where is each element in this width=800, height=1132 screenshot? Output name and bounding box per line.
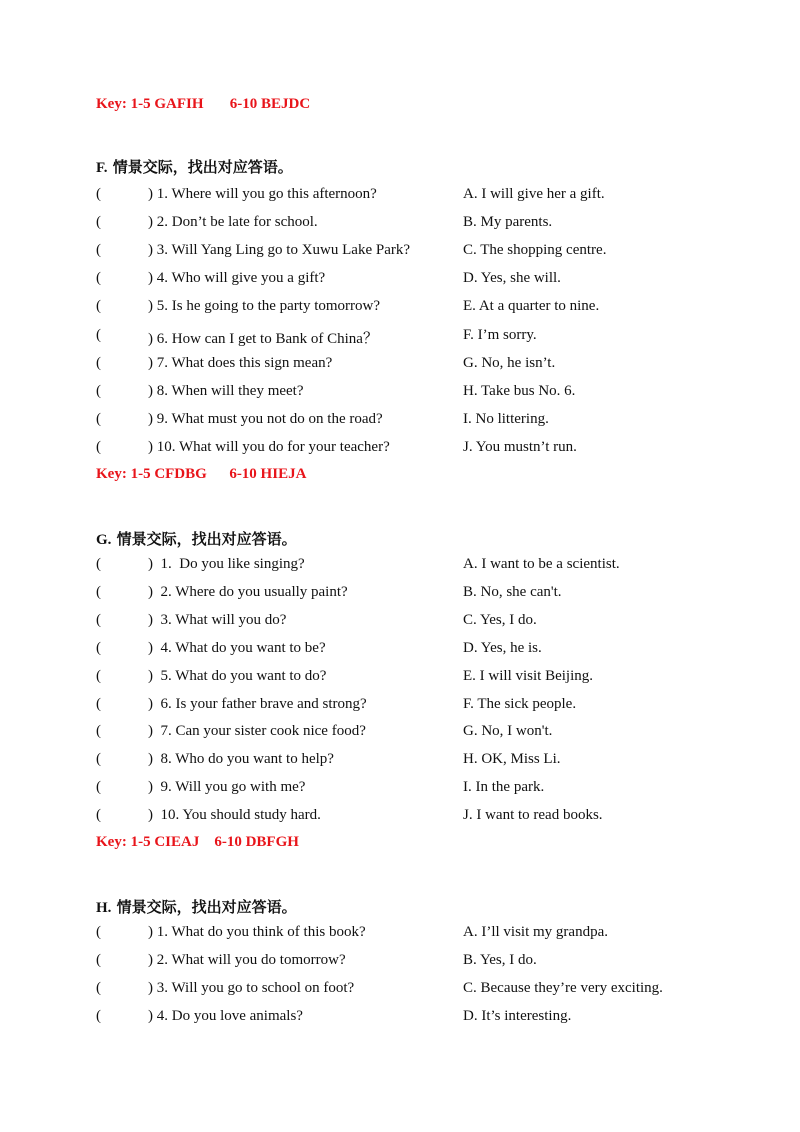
answer-blank[interactable]: ( <box>96 723 101 740</box>
question-text: ) 10. What will you do for your teacher? <box>148 438 390 455</box>
answer-blank[interactable]: ( <box>96 186 101 202</box>
question-row <box>96 980 736 1002</box>
answer-blank[interactable]: ( <box>96 270 101 287</box>
answer-blank[interactable]: ( <box>96 611 101 628</box>
answer-option: C. Because they’re very exciting. <box>463 980 663 996</box>
question-text: ) 8. Who do you want to help? <box>148 751 334 768</box>
question-row <box>96 751 736 773</box>
question-row <box>96 779 736 801</box>
answer-option: D. Yes, she will. <box>463 270 561 287</box>
section-heading <box>96 156 293 177</box>
answer-blank[interactable]: ( <box>96 438 101 455</box>
answer-key: Key: 1-5 CIEAJ 6-10 DBFGH <box>96 834 299 850</box>
question-text: ) 3. What will you do? <box>148 611 287 628</box>
question-row <box>96 383 736 405</box>
answer-option: G. No, he isn’t. <box>463 354 556 371</box>
question-text: ) 3. Will you go to school on foot? <box>148 980 355 996</box>
answer-blank[interactable]: ( <box>96 214 101 231</box>
question-row <box>96 952 736 974</box>
answer-option: H. Take bus No. 6. <box>463 382 576 399</box>
section-instruction: 情景交际，找出对应答语。 <box>107 158 293 176</box>
answer-blank[interactable]: ( <box>96 242 101 259</box>
question-text: ) 4. Who will give you a gift? <box>148 270 326 287</box>
question-text: ) 7. Can your sister cook nice food? <box>148 723 366 740</box>
answer-blank[interactable]: ( <box>96 695 101 712</box>
question-row <box>96 924 736 946</box>
question-row <box>96 668 736 690</box>
question-row <box>96 696 736 718</box>
section-letter: H. <box>96 900 112 916</box>
question-row <box>96 1008 736 1030</box>
answer-option: F. I’m sorry. <box>463 326 537 343</box>
answer-option: A. I’ll visit my grandpa. <box>463 924 608 940</box>
section-heading <box>96 528 297 549</box>
answer-blank[interactable]: ( <box>96 952 101 968</box>
answer-key: Key: 1-5 CFDBG 6-10 HIEJA <box>96 466 307 482</box>
question-row <box>96 640 736 662</box>
answer-option: A. I will give her a gift. <box>463 186 605 202</box>
answer-blank[interactable]: ( <box>96 410 101 427</box>
section-instruction: 情景交际，找出对应答语。 <box>111 898 297 916</box>
question-text: ) 3. Will Yang Ling go to Xuwu Lake Park? <box>148 242 411 259</box>
question-row <box>96 355 736 377</box>
question-row <box>96 556 736 578</box>
answer-option: D. It’s interesting. <box>463 1008 572 1024</box>
answer-blank[interactable]: ( <box>96 779 101 796</box>
answer-blank[interactable]: ( <box>96 639 101 656</box>
question-row <box>96 439 736 461</box>
answer-blank[interactable]: ( <box>96 326 101 343</box>
answer-option: C. Yes, I do. <box>463 611 537 628</box>
question-row <box>96 612 736 634</box>
section-instruction: 情景交际，找出对应答语。 <box>111 530 297 548</box>
question-text: ) 9. What must you not do on the road? <box>148 410 383 427</box>
answer-key-top: Key: 1-5 GAFIH 6-10 BEJDC <box>96 96 311 112</box>
question-row <box>96 807 736 829</box>
question-text: ) 2. Don’t be late for school. <box>148 214 318 231</box>
answer-option: B. No, she can't. <box>463 583 562 600</box>
answer-blank[interactable]: ( <box>96 382 101 399</box>
answer-option: D. Yes, he is. <box>463 639 542 656</box>
question-text: ) 5. What do you want to do? <box>148 667 327 684</box>
question-row <box>96 327 736 349</box>
question-text: ) 2. What will you do tomorrow? <box>148 952 346 968</box>
answer-blank[interactable]: ( <box>96 667 101 684</box>
answer-blank[interactable]: ( <box>96 807 101 824</box>
answer-blank[interactable]: ( <box>96 583 101 600</box>
question-text: ) 1. What do you think of this book? <box>148 924 366 940</box>
question-text: ) 5. Is he going to the party tomorrow? <box>148 298 381 315</box>
question-row <box>96 584 736 606</box>
question-text: ) 1. Do you like singing? <box>148 556 305 572</box>
answer-option: G. No, I won't. <box>463 723 553 740</box>
question-text: ) 4. What do you want to be? <box>148 639 326 656</box>
answer-blank[interactable]: ( <box>96 924 101 940</box>
question-row <box>96 270 736 292</box>
section-heading <box>96 896 297 917</box>
answer-option: E. At a quarter to nine. <box>463 298 600 315</box>
question-text: ) 4. Do you love animals? <box>148 1008 303 1024</box>
section-letter: G. <box>96 532 112 548</box>
answer-option: B. Yes, I do. <box>463 952 537 968</box>
answer-option: C. The shopping centre. <box>463 242 607 259</box>
question-text: ) 1. Where will you go this afternoon? <box>148 186 377 202</box>
answer-option: A. I want to be a scientist. <box>463 556 620 572</box>
answer-option: J. You mustn’t run. <box>463 438 577 455</box>
question-text: ) 9. Will you go with me? <box>148 779 306 796</box>
answer-blank[interactable]: ( <box>96 556 101 572</box>
question-row <box>96 723 736 745</box>
answer-blank[interactable]: ( <box>96 354 101 371</box>
answer-blank[interactable]: ( <box>96 751 101 768</box>
question-row <box>96 186 736 208</box>
question-row <box>96 214 736 236</box>
answer-option: I. No littering. <box>463 410 549 427</box>
answer-blank[interactable]: ( <box>96 980 101 996</box>
question-row <box>96 298 736 320</box>
answer-blank[interactable]: ( <box>96 1008 101 1024</box>
question-text: ) 10. You should study hard. <box>148 807 321 824</box>
question-row <box>96 242 736 264</box>
answer-option: B. My parents. <box>463 214 553 231</box>
section-letter: F. <box>96 160 108 176</box>
answer-option: H. OK, Miss Li. <box>463 751 561 768</box>
question-text: ) 2. Where do you usually paint? <box>148 583 348 600</box>
answer-option: I. In the park. <box>463 779 545 796</box>
answer-blank[interactable]: ( <box>96 298 101 315</box>
answer-option: F. The sick people. <box>463 695 577 712</box>
question-text: ) 7. What does this sign mean? <box>148 354 333 371</box>
answer-option: J. I want to read books. <box>463 807 603 824</box>
question-row <box>96 411 736 433</box>
question-text: ) 6. Is your father brave and strong? <box>148 695 367 712</box>
question-text: ) 6. How can I get to Bank of China？ <box>148 330 378 347</box>
question-text: ) 8. When will they meet? <box>148 382 304 399</box>
answer-option: E. I will visit Beijing. <box>463 667 593 684</box>
